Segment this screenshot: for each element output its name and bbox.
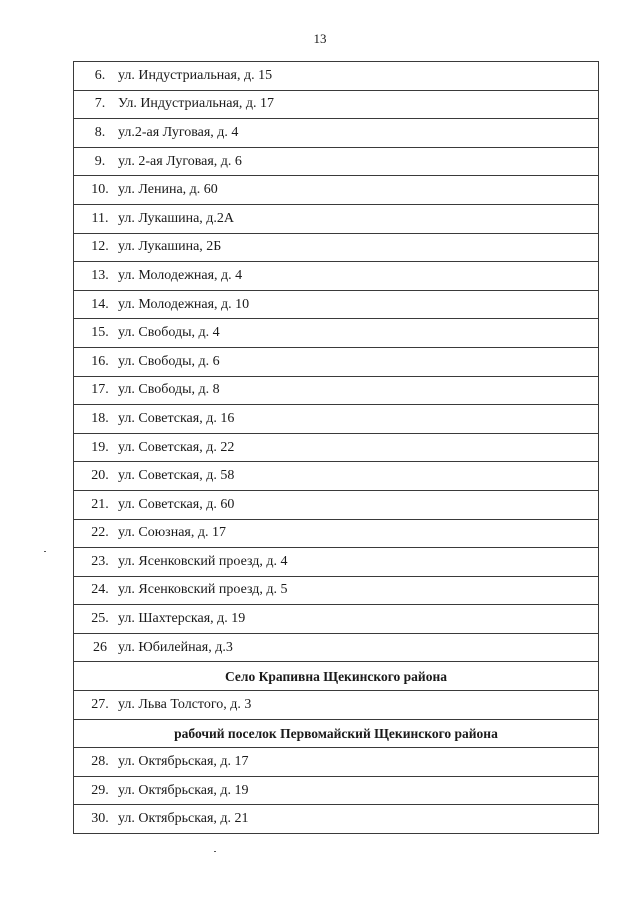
row-number-cell xyxy=(74,176,119,205)
table-row xyxy=(74,462,599,491)
row-number-cell xyxy=(74,433,119,462)
section-title: рабочий поселок Первомайский Щекинского района xyxy=(74,719,599,748)
row-number-cell xyxy=(74,204,119,233)
address-cell: ул.2-ая Луговая, д. 4 xyxy=(118,119,599,148)
row-number-cell xyxy=(74,376,119,405)
address-cell: ул. Ясенковский проезд, д. 5 xyxy=(118,576,599,605)
row-number: 21. xyxy=(91,496,109,512)
row-number: 29. xyxy=(91,782,109,798)
address-cell: ул. Молодежная, д. 4 xyxy=(118,262,599,291)
address-cell: ул. Индустриальная, д. 15 xyxy=(118,62,599,91)
row-number-cell xyxy=(74,576,119,605)
section-title: Село Крапивна Щекинского района xyxy=(74,662,599,691)
table-row xyxy=(74,262,599,291)
row-number: 14. xyxy=(91,296,109,312)
row-number-cell xyxy=(74,462,119,491)
table-row xyxy=(74,548,599,577)
table-row xyxy=(74,490,599,519)
address-cell: ул. Советская, д. 22 xyxy=(118,433,599,462)
row-number-cell xyxy=(74,233,119,262)
table-row xyxy=(74,433,599,462)
row-number: 10. xyxy=(91,182,109,198)
row-number: 22. xyxy=(91,525,109,541)
row-number: 23. xyxy=(91,553,109,569)
row-number: 9. xyxy=(94,153,106,169)
address-cell: Ул. Индустриальная, д. 17 xyxy=(118,90,599,119)
address-cell: ул. Ясенковский проезд, д. 4 xyxy=(118,548,599,577)
row-number: 30. xyxy=(91,811,109,827)
section-header-row xyxy=(74,662,599,691)
row-number: 20. xyxy=(91,468,109,484)
address-cell: ул. Советская, д. 58 xyxy=(118,462,599,491)
address-cell: ул. Ленина, д. 60 xyxy=(118,176,599,205)
row-number: 11. xyxy=(91,210,109,226)
row-number: 26 xyxy=(93,639,107,655)
row-number-cell xyxy=(74,62,119,91)
row-number-cell xyxy=(74,347,119,376)
row-number: 18. xyxy=(91,410,109,426)
address-cell: ул. Советская, д. 60 xyxy=(118,490,599,519)
address-cell: ул. Союзная, д. 17 xyxy=(118,519,599,548)
row-number: 27. xyxy=(91,696,109,712)
table-row xyxy=(74,405,599,434)
address-table xyxy=(73,61,599,834)
table-row xyxy=(74,748,599,777)
table-row xyxy=(74,62,599,91)
table-row xyxy=(74,319,599,348)
table-row xyxy=(74,176,599,205)
table-row xyxy=(74,90,599,119)
row-number: 24. xyxy=(91,582,109,598)
table-row xyxy=(74,605,599,634)
row-number-cell xyxy=(74,519,119,548)
row-number-cell xyxy=(74,290,119,319)
table-row xyxy=(74,805,599,834)
address-cell: ул. Октябрьская, д. 17 xyxy=(118,748,599,777)
row-number-cell xyxy=(74,319,119,348)
table-row xyxy=(74,633,599,662)
row-number: 19. xyxy=(91,439,109,455)
row-number-cell xyxy=(74,119,119,148)
table-row xyxy=(74,519,599,548)
row-number: 17. xyxy=(91,382,109,398)
row-number-cell xyxy=(74,805,119,834)
address-cell: ул. Свободы, д. 8 xyxy=(118,376,599,405)
address-cell: ул. Октябрьская, д. 21 xyxy=(118,805,599,834)
row-number-cell xyxy=(74,147,119,176)
address-cell: ул. Октябрьская, д. 19 xyxy=(118,776,599,805)
address-cell: ул. Льва Толстого, д. 3 xyxy=(118,691,599,720)
table-row xyxy=(74,147,599,176)
row-number-cell xyxy=(74,405,119,434)
row-number-cell xyxy=(74,691,119,720)
row-number: 15. xyxy=(91,325,109,341)
row-number-cell xyxy=(74,748,119,777)
table-row xyxy=(74,576,599,605)
address-cell: ул. Юбилейная, д.3 xyxy=(118,633,599,662)
table-row xyxy=(74,233,599,262)
row-number: 25. xyxy=(91,611,109,627)
address-cell: ул. Свободы, д. 6 xyxy=(118,347,599,376)
table-row xyxy=(74,290,599,319)
address-cell: ул. Свободы, д. 4 xyxy=(118,319,599,348)
row-number: 7. xyxy=(94,96,106,112)
row-number-cell xyxy=(74,490,119,519)
row-number: 16. xyxy=(91,353,109,369)
scan-speck xyxy=(214,851,216,852)
table-row xyxy=(74,204,599,233)
page-number: 13 xyxy=(313,31,327,46)
address-cell: ул. Молодежная, д. 10 xyxy=(118,290,599,319)
address-cell: ул. 2-ая Луговая, д. 6 xyxy=(118,147,599,176)
row-number: 13. xyxy=(91,267,109,283)
address-table-body xyxy=(74,62,599,834)
row-number-cell xyxy=(74,605,119,634)
table-row xyxy=(74,347,599,376)
row-number: 8. xyxy=(94,124,106,140)
address-cell: ул. Советская, д. 16 xyxy=(118,405,599,434)
row-number-cell xyxy=(74,776,119,805)
address-cell: ул. Шахтерская, д. 19 xyxy=(118,605,599,634)
row-number-cell xyxy=(74,633,119,662)
row-number-cell xyxy=(74,262,119,291)
table-row xyxy=(74,119,599,148)
table-row xyxy=(74,691,599,720)
table-row xyxy=(74,776,599,805)
section-header-row xyxy=(74,719,599,748)
address-cell: ул. Лукашина, д.2А xyxy=(118,204,599,233)
table-row xyxy=(74,376,599,405)
row-number: 6. xyxy=(94,67,106,83)
address-cell: ул. Лукашина, 2Б xyxy=(118,233,599,262)
scan-speck xyxy=(44,551,46,552)
row-number: 28. xyxy=(91,754,109,770)
row-number: 12. xyxy=(91,239,109,255)
row-number-cell xyxy=(74,90,119,119)
row-number-cell xyxy=(74,548,119,577)
